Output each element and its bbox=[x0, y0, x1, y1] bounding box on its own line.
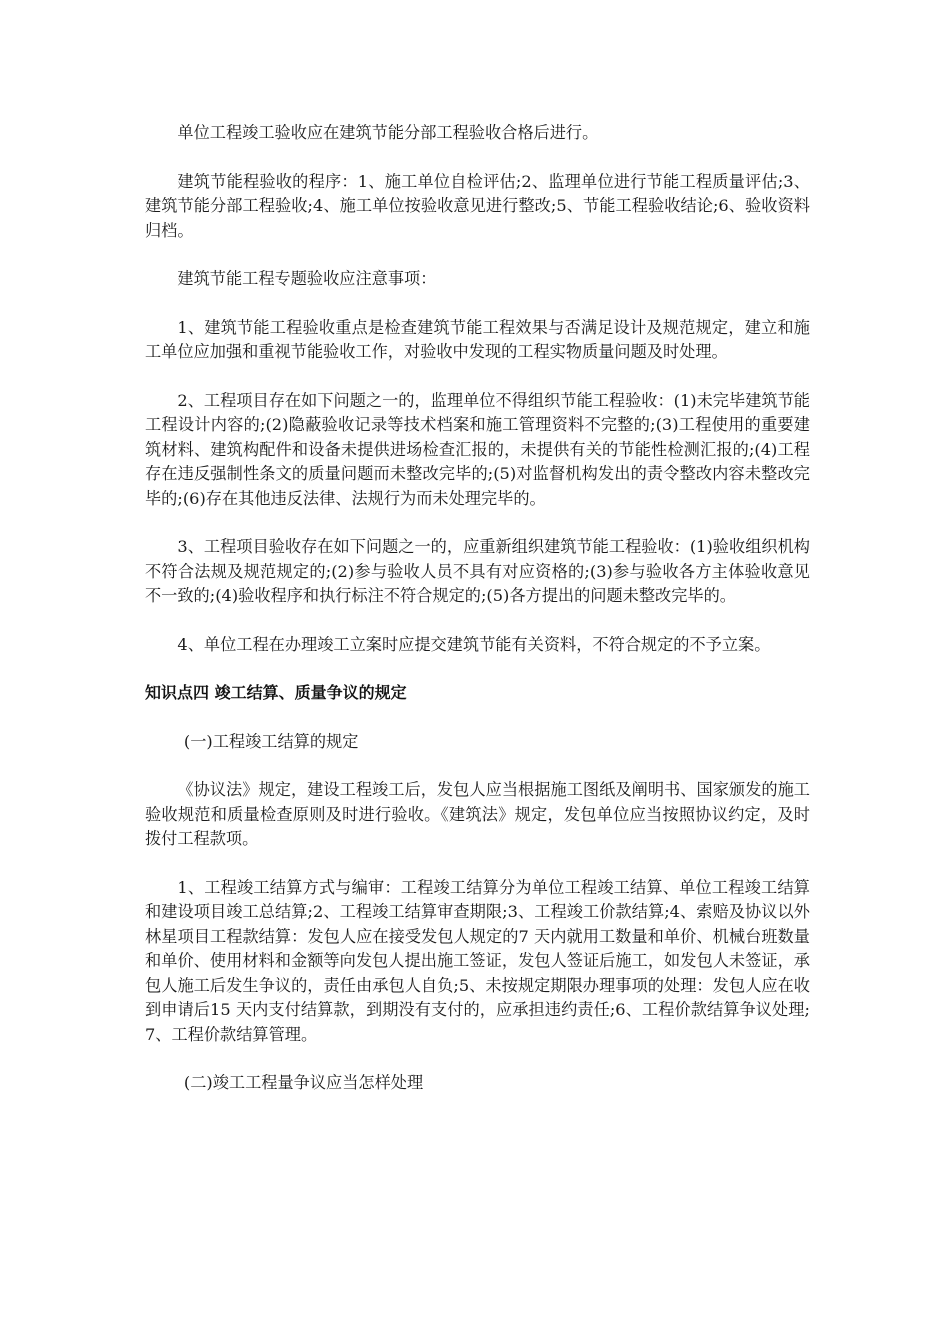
paragraph-note-4: 4、单位工程在办理竣工立案时应提交建筑节能有关资料，不符合规定的不予立案。 bbox=[177, 634, 771, 654]
subsection-title-dispute: (二)竣工工程量争议应当怎样处理 bbox=[183, 1073, 424, 1092]
section-heading: 知识点四 竣工结算、质量争议的规定 bbox=[145, 683, 407, 702]
paragraph-acceptance-procedure: 建筑节能程验收的程序：1、施工单位自检评估;2、监理单位进行节能工程质量评估;3、建筑节能分部工程验收;4、施工单位按验收意见进行整改;5、节能工程验收结论;6、验收资料归档。 bbox=[145, 171, 810, 240]
paragraph-note-3: 3、工程项目验收存在如下问题之一的，应重新组织建筑节能工程验收：(1)验收组织机构不符合法规及规范规定的;(2)参与验收人员不具有对应资格的;(3)参与验收各方主体验收意见不一致的;(4)验收程序和执行标注不符合规定的;(5)各方提出的问题未整改完毕的。 bbox=[145, 537, 810, 605]
paragraph-settlement-methods: 1、工程竣工结算方式与编审：工程竣工结算分为单位工程竣工结算、单位工程竣工结算和建设项目竣工总结算;2、工程竣工结算审查期限;3、工程竣工价款结算;4、索赔及协议以外林星项目工程款结算：发包人应在接受发包人规定的7 天内就用工数量和单价、机械台班数量和单价、使用材料和金额等向发包人提出施工签证，发包人签证后施工，如发包人未签证，承包人施工后发生争议的，责任由承包人自负;5、未按规定期限办理事项的处理：发包人应在收到申请后15 天内支付结算款，到期没有支付的，应承担违约责任;6、工程价款结算争议处理;7、工程价款结算管理。 bbox=[145, 877, 810, 1044]
paragraph-note-2: 2、工程项目存在如下问题之一的，监理单位不得组织节能工程验收：(1)未完毕建筑节能工程设计内容的;(2)隐蔽验收记录等技术档案和施工管理资料不完整的;(3)工程使用的重要建筑材料、建筑构配件和设备未提供进场检查汇报的，未提供有关的节能性检测汇报的;(4)工程存在违反强制性条文的质量问题而未整改完毕的;(5)对监督机构发出的责令整改内容未整改完毕的;(6)存在其他违反法律、法规行为而未处理完毕的。 bbox=[145, 390, 810, 508]
paragraph-note-1: 1、建筑节能工程验收重点是检查建筑节能工程效果与否满足设计及规范规定，建立和施工单位应加强和重视节能验收工作，对验收中发现的工程实物质量问题及时处理。 bbox=[145, 317, 810, 361]
paragraph-acceptance-order: 单位工程竣工验收应在建筑节能分部工程验收合格后进行。 bbox=[177, 123, 599, 142]
document-page bbox=[145, 121, 810, 1120]
paragraph-special-notes-title: 建筑节能工程专题验收应注意事项： bbox=[177, 269, 437, 288]
paragraph-contract-law: 《协议法》规定，建设工程竣工后，发包人应当根据施工图纸及阐明书、国家颁发的施工验收规范和质量检查原则及时进行验收。《建筑法》规定，发包单位应当按照协议约定，及时拨付工程款项。 bbox=[145, 780, 810, 848]
subsection-title-settlement: (一)工程竣工结算的规定 bbox=[183, 731, 359, 751]
